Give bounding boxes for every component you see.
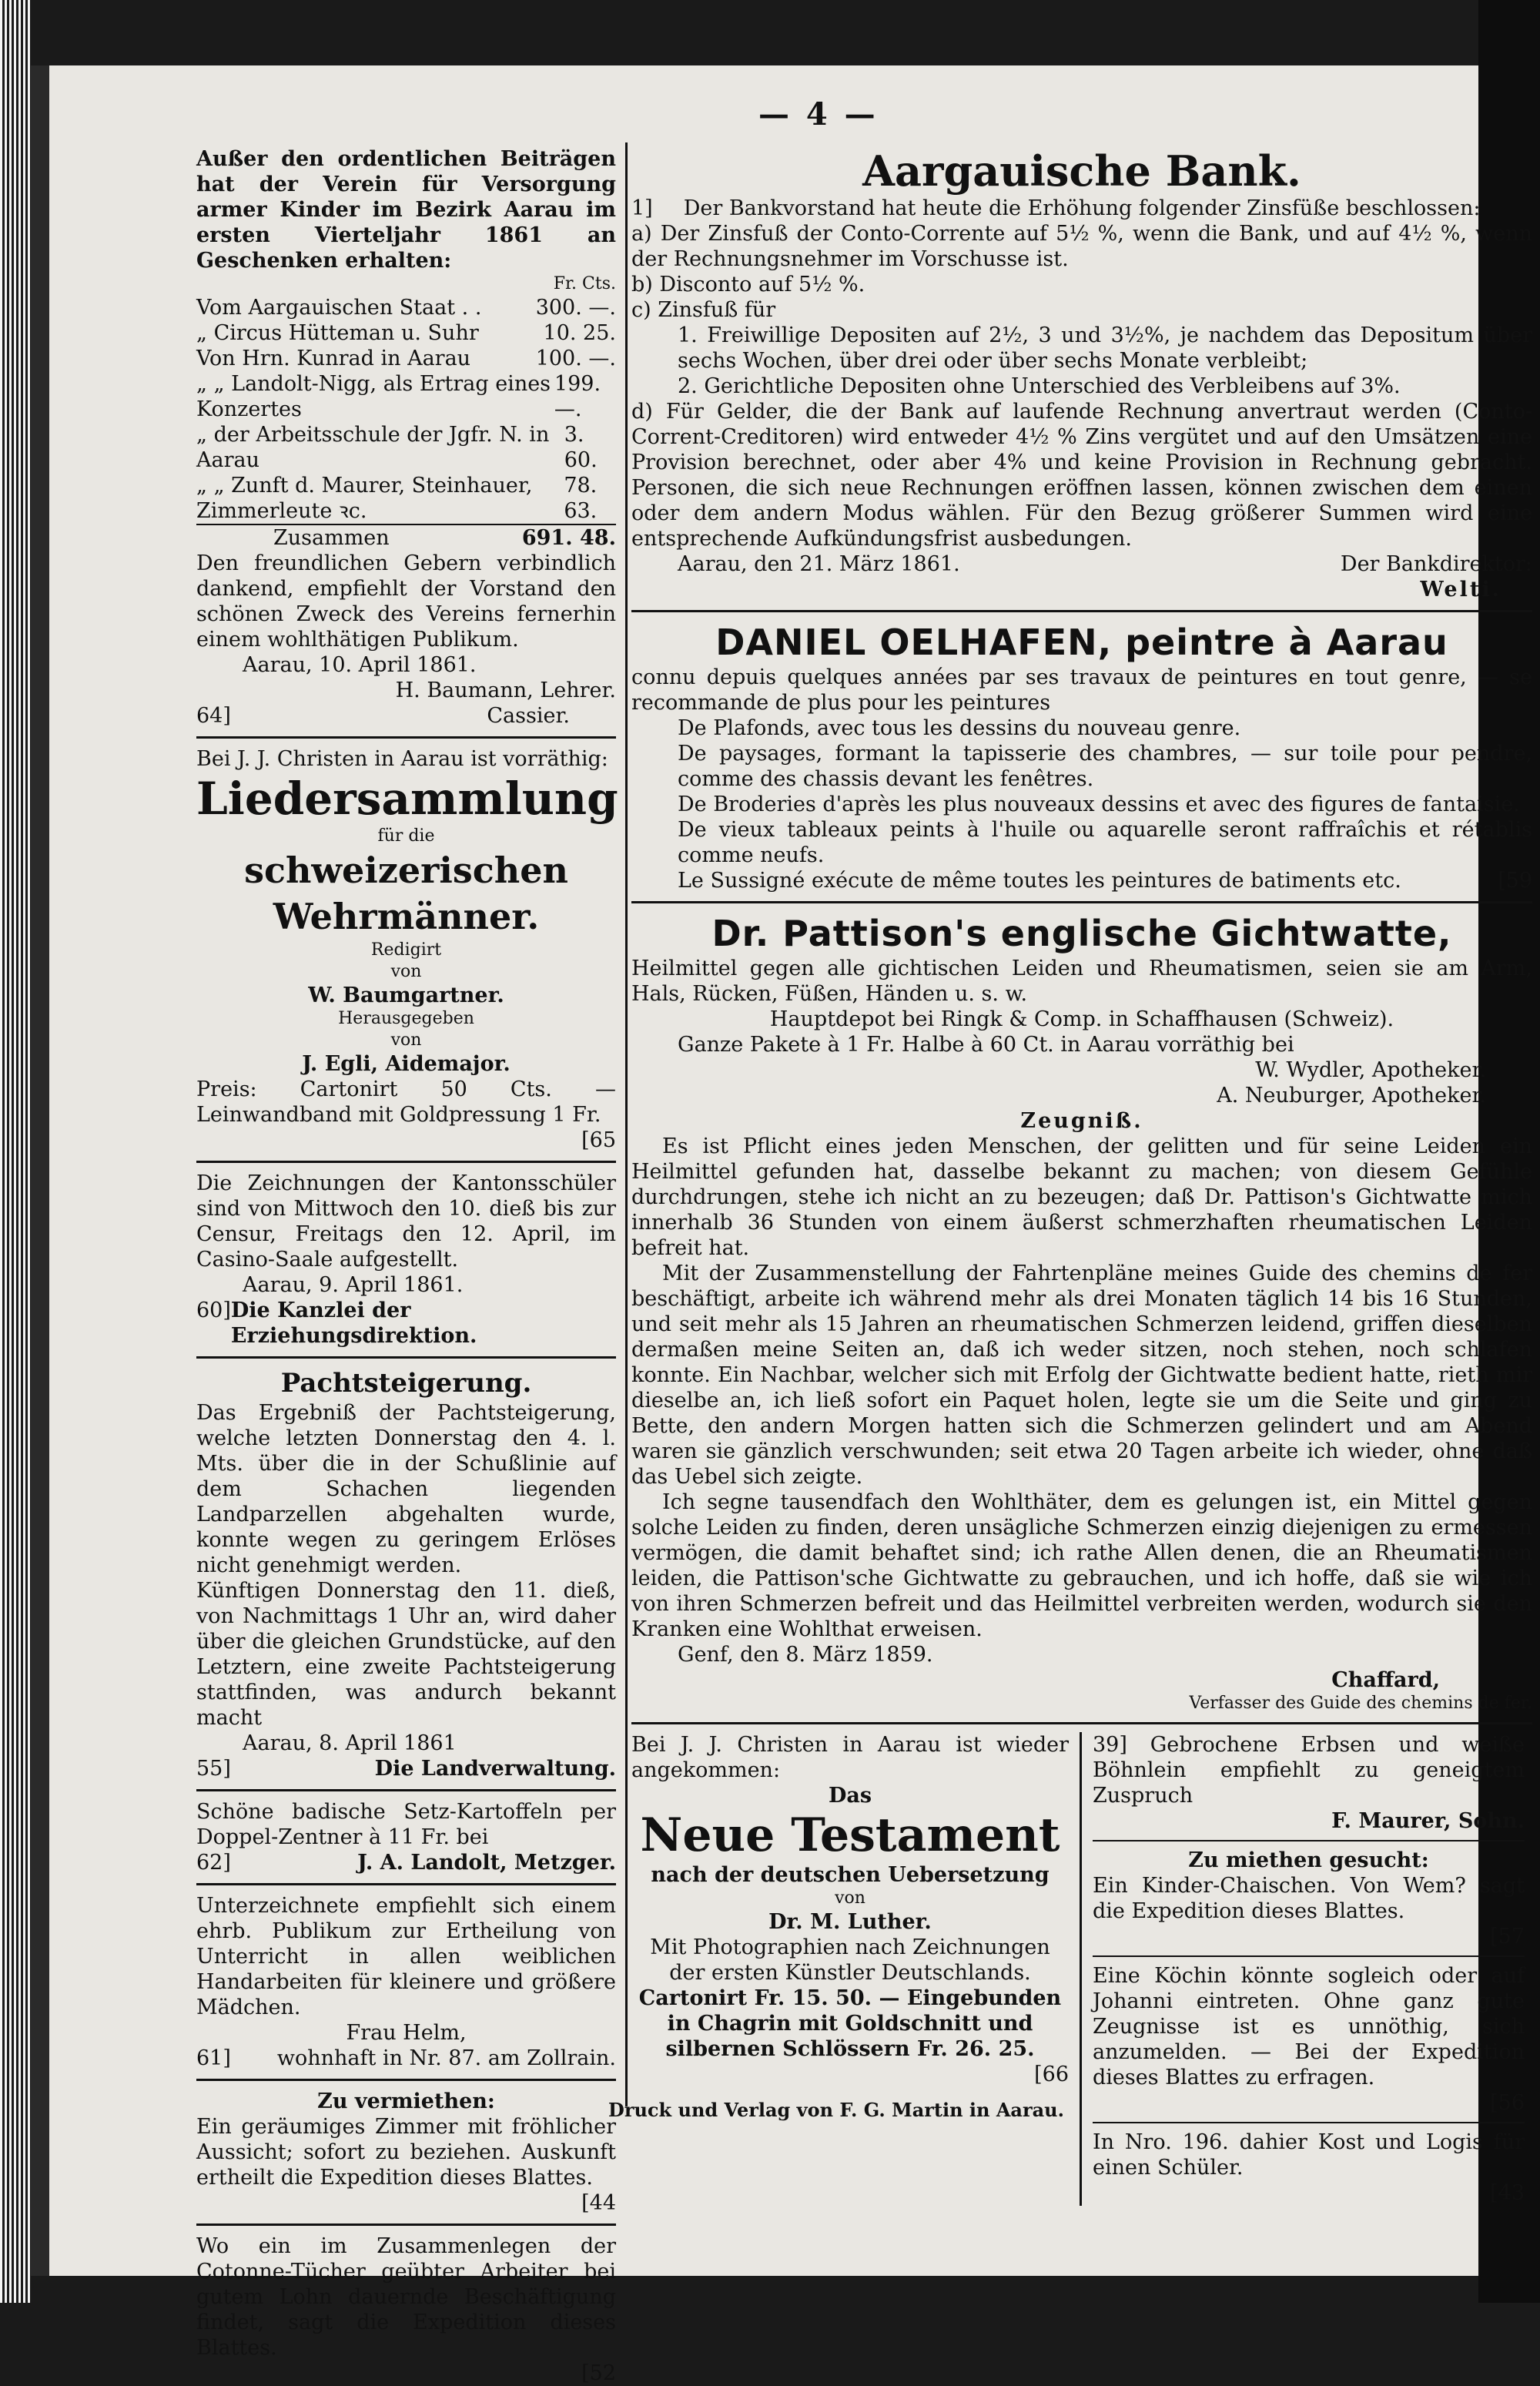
arbeiter-ad: Wo ein im Zusammenlegen der Cotonne-Tücher geübter Arbeiter bei gutem Lohn dauernde Beschäftigung findet, sagt die Expedition dieses Blattes. [52 [196, 2234, 616, 2385]
logis-ad: In Nro. 196. dahier Kost und Logis für einen Schüler. [43 [1093, 2130, 1525, 2205]
oelhafen-ad: DANIEL OELHAFEN, peintre à Aarau connu depuis quelques années par ses travaux de peintures en tout genre, — se recommande de plus pour les peintures De Plafonds, avec tous les dessins du nouveau genre. De paysages, formant la tapisserie des chambres, — sur toile pour pendre, comme des chassis devant les fenêtres. De Broderies d'après les plus nouveaux dessins et avec des figures de fantaisie. De vieux tableaux peints à l'huile ou aquarelle seront raffraîchis et rétablis comme neufs. Le Sussigné exécute de même toutes les peintures de batiments etc. [59 [631, 622, 1532, 893]
donations-role: Cassier. [487, 704, 570, 728]
column-rule [625, 142, 628, 2106]
ref-number: 64] [196, 704, 231, 728]
donation-row: „ „ Landolt-Nigg, als Ertrag eines Konzertes 199. —. [196, 372, 601, 421]
ref-number: [66 [1034, 2063, 1069, 2086]
donations-signer: H. Baumann, Lehrer. [395, 679, 616, 702]
zimmer-ad: Zu vermiethen: Ein geräumiges Zimmer mit fröhlicher Aussicht; sofort zu beziehen. Auskunft ertheilt die Expedition dieses Blattes. [44 [196, 2089, 616, 2215]
notice-title: Zu miethen gesucht: [1188, 1848, 1429, 1872]
pachtsteigerung-notice: Pachtsteigerung. Das Ergebniß der Pachtsteigerung, welche letzten Donnerstag den 4. l. Mts. über die in der Schußlinie auf dem Schachen liegenden Landparzellen abgehalten wurde, konnte wegen zu geringem Erlöses nicht genehmigt werden. Künftigen Donnerstag den 11. dieß, von Nachmittags 1 Uhr an, wird daher über die gleichen Grundstücke, auf den Letztern, eine zweite Pachtsteigerung stattfinden, was andurch bekannt macht Aarau, 8. April 1861 55] Die Landverwaltung. [196, 1368, 616, 1781]
bank-director: Welti. [1420, 578, 1502, 602]
zeichnungen-notice: Die Zeichnungen der Kantonsschüler sind von Mittwoch den 10. dieß bis zur Censur, Freitags den 12. April, im Casino-Saale aufgestellt. Aarau, 9. April 1861. 60] Die Kanzlei der Erziehungsdirektion. [196, 1171, 616, 1348]
ref-number: 1] [631, 196, 653, 220]
main-column [631, 146, 1532, 2206]
book-edge [0, 0, 31, 2303]
bank-notice: Aargauische Bank. 1] Der Bankvorstand hat heute die Erhöhung folgender Zinsfüße beschlossen: a) Der Zinsfuß der Conto-Corrente auf 5½ %, wenn die Bank, und auf 4½ %, wenn der Rechnungsnehmer im Vorschusse ist. b) Disconto auf 5½ %. c) Zinsfuß für 1. Freiwillige Depositen auf 2½, 3 und 3½%, je nachdem das Depositum über sechs Wochen, über drei oder über sechs Monate verbleibt; 2. Gerichtliche Depositen ohne Unterschied des Verbleibens auf 3%. d) Für Gelder, die der Bank auf laufende Rechnung anvertraut werden (Conto-Corrent-Creditoren) wird entweder 4½ % Zins vergütet und auf den Umsätzen eine Provision berechnet, oder aber 4% und keine Provision in Rechnung gebracht. Personen, die sich neue Rechnungen eröffnen lassen, können zwischen dem einen oder dem andern Modus wählen. Für den Bezug größerer Summen wird eine entsprechende Aufkündungsfrist ausbedungen. Aarau, den 21. März 1861. Der Bankdirektor: Welti. [631, 146, 1532, 602]
ref-number: [56 [1490, 2091, 1525, 2115]
ref-number: [44 [581, 2191, 616, 2215]
testament-ad: Bei J. J. Christen in Aarau ist wieder angekommen: Das Neue Testament nach der deutschen Uebersetzung von Dr. M. Luther. Mit Photographien nach Zeichnungen der ersten Künstler Deutschlands. Cartonirt Fr. 15. 50. — Eingebunden in Chagrin mit Goldschnitt und silbernen Schlössern Fr. 26. 25. [66 [631, 1732, 1082, 2206]
imprint-footer: Druck und Verlag von F. G. Martin in Aarau. [608, 2099, 1064, 2121]
ref-number: [59 [1498, 869, 1532, 893]
donation-total: Zusammen 691. 48. [196, 524, 616, 551]
donation-row: „ Circus Hütteman u. Suhr 10. 25. [196, 321, 616, 345]
donation-row: „ der Arbeitsschule der Jgfr. N. in Aarau 3. 60. [196, 423, 598, 472]
left-column [196, 146, 616, 2386]
unterricht-ad: Unterzeichnete empfiehlt sich einem ehrb. Publikum zur Ertheilung von Unterricht in allen weiblichen Handarbeiten für kleinere und größere Mädchen. Frau Helm, 61] wohnhaft in Nr. 87. am Zollrain. [196, 1894, 616, 2070]
currency-header: Fr. Cts. [553, 274, 616, 293]
ad-title: Liedersammlung [196, 772, 618, 825]
ad-subtitle: schweizerischen Wehrmänner. [244, 850, 568, 937]
ref-number: 55] [196, 1757, 231, 1781]
liedersammlung-ad: Bei J. J. Christen in Aarau ist vorräthig: Liedersammlung für die schweizerischen Wehrmänner. Redigirt von W. Baumgartner. Herausgegeben von J. Egli, Aidemajor. Preis: Cartonirt 50 Cts. — Leinwandband mit Goldpressung 1 Fr. [65 [196, 747, 618, 1152]
donations-notice [196, 146, 616, 729]
page-number: — 4 — [758, 96, 879, 132]
ref-number: 60] [196, 1299, 231, 1322]
ref-number: [57 [1490, 1925, 1525, 1949]
ref-number: [52 [581, 2361, 616, 2385]
ad-title: Dr. Pattison's englische Gichtwatte, [711, 913, 1452, 954]
kartoffeln-ad: Schöne badische Setz-Kartoffeln per Doppel-Zentner à 11 Fr. bei 62] J. A. Landolt, Metzger. [196, 1800, 616, 1875]
bank-title: Aargauische Bank. [862, 146, 1301, 196]
donation-row: Von Hrn. Kunrad in Aarau 100. —. [196, 347, 616, 370]
ref-number: 62] [196, 1851, 231, 1875]
ad-title: Neue Testament [640, 1808, 1060, 1862]
ad-price: Preis: Cartonirt 50 Cts. — Leinwandband mit Goldpressung 1 Fr. [196, 1077, 616, 1127]
ref-number: [65 [581, 1128, 616, 1152]
donations-date: Aarau, 10. April 1861. [243, 653, 477, 677]
koechin-ad: Eine Köchin könnte sogleich oder auf Johanni eintreten. Ohne ganz gute Zeugnisse ist es unnöthig, sich anzumelden. — Bei der Expedition dieses Blattes zu erfragen. [56 [1093, 1964, 1525, 2115]
notice-title: Zu vermiethen: [317, 2089, 495, 2113]
ref-number: 61] [196, 2046, 231, 2070]
donation-row: „ „ Zunft d. Maurer, Steinhauer, Zimmerleute ꝛc. 78. 63. [196, 474, 598, 523]
ad-title: DANIEL OELHAFEN, peintre à Aarau [715, 622, 1448, 663]
chaischen-ad: Zu miethen gesucht: Ein Kinder-Chaischen. Von Wem? sagt die Expedition dieses Blattes. [57 [1093, 1848, 1525, 1949]
erbsen-ad: 39] Gebrochene Erbsen und weiße Böhnlein empfiehlt zu geneigtem Zuspruch F. Maurer, Sohn. [1093, 1733, 1525, 1833]
pattison-ad: Dr. Pattison's englische Gichtwatte, Heilmittel gegen alle gichtischen Leiden und Rheumatismen, seien sie am Arm, Hals, Rücken, Füßen, Händen u. s. w. Hauptdepot bei Ringk & Comp. in Schaffhausen (Schweiz). Ganze Pakete à 1 Fr. Halbe à 60 Ct. in Aarau vorräthig bei W. Wydler, Apotheker. A. Neuburger, Apotheker. Zeugniß. Es ist Pflicht eines jeden Menschen, der gelitten und für seine Leiden ein Heilmittel gefunden hat, dasselbe bekannt zu machen; von diesem Gefühle durchdrungen, stehe ich nicht an zu bezeugen; daß Dr. Pattison's Gichtwatte mich innerhalb 36 Stunden von einem äußerst schmerzhaften rheumatischen Leiden befreit hat. Mit der Zusammenstellung der Fahrtenpläne meines Guide des chemins de fer beschäftigt, arbeite ich während mehr als drei Monaten täglich 14 bis 16 Stunden, und seit mehr als 15 Jahren an rheumatischen Schmerzen leidend, griffen dieselben dermaßen meine Seiten an, daß ich weder sitzen, noch stehen, noch schlafen konnte. Ein Nachbar, welcher sich mit Erfolg der Gichtwatte bedient hatte, rieth mir dieselbe an, ich ließ sofort ein Paquet holen, legte sie um die Seite und ging zu Bette, den andern Morgen hatten sich die Schmerzen gelindert und am Abend waren sie gänzlich verschwunden; seit etwa 20 Tagen arbeite ich wieder, ohne daß das Uebel sich zeigte. Ich segne tausendfach den Wohlthäter, dem es gelungen ist, ein Mittel gegen solche Leiden zu finden, deren unsägliche Schmerzen einzig diejenigen zu ermessen vermögen, die damit behaftet sind; ich rathe Allen denen, die an Rheumatismen leiden, die Pattison'sche Gichtwatte zu gebrauchen, und ich hoffe, daß sie wie ich von ihren Schmerzen befreit und das Heilmittel verbreiten werden, wodurch sie den Kranken eine Wohlthat erweisen. Genf, den 8. März 1859. Chaffard, Verfasser des Guide des chemins de fer. [631, 913, 1532, 1713]
notice-title: Pachtsteigerung. [280, 1368, 532, 1399]
ref-number: [43 [1490, 2181, 1525, 2205]
donations-thanks: Den freundlichen Gebern verbindlich dankend, empfiehlt der Vorstand den schönen Zweck des Vereins fernerhin einem wohlthätigen Publikum. [196, 551, 616, 652]
donation-row: Vom Aargauischen Staat . . 300. —. [196, 296, 616, 320]
ref-number: 39] [1093, 1733, 1127, 1757]
donations-intro: Außer den ordentlichen Beiträgen hat der Verein für Versorgung armer Kinder im Bezirk Aarau im ersten Vierteljahr 1861 an Geschenken erhalten: [196, 147, 616, 273]
